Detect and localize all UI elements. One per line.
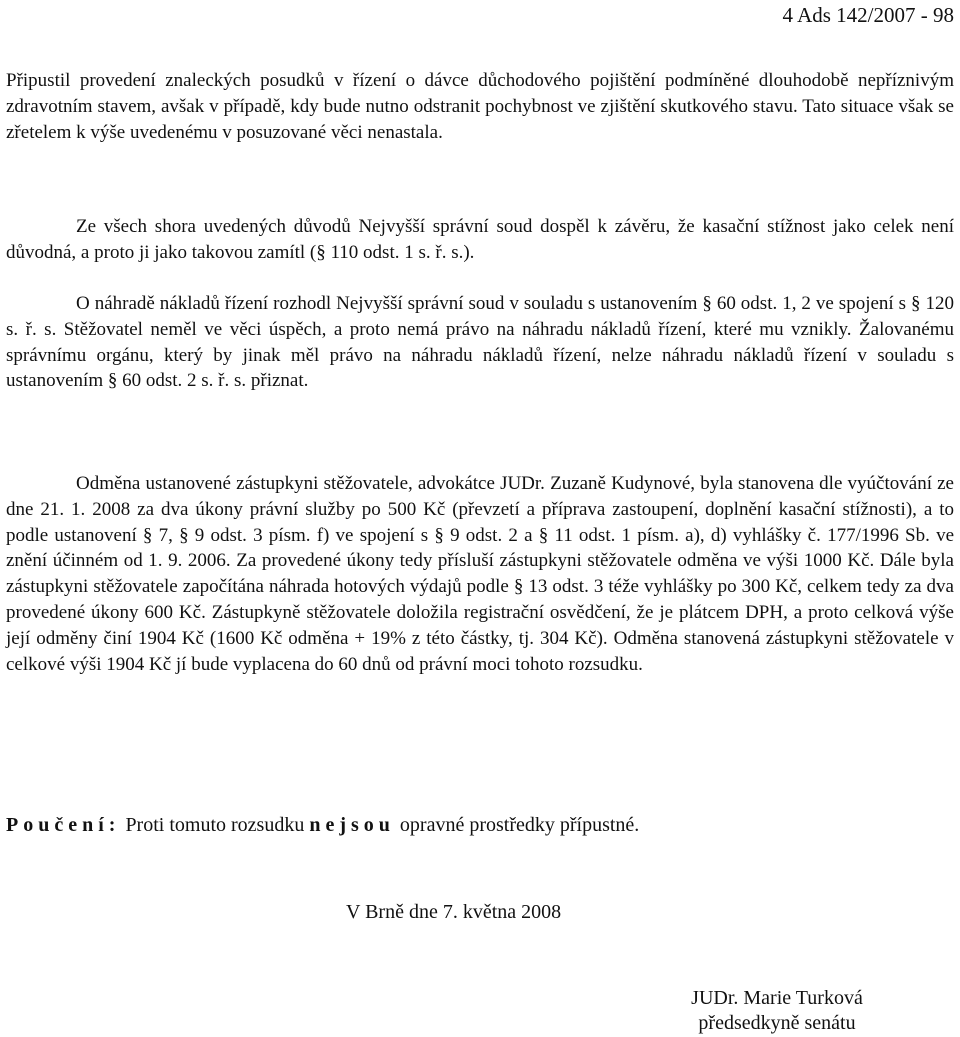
paragraph-dismissal <box>6 214 954 266</box>
instruction-label: Poučení: <box>6 814 121 836</box>
instruction-negation: nejsou <box>309 814 395 836</box>
signature-block <box>672 986 882 1036</box>
paragraph-text: Odměna ustanovené zástupkyni stěžovatele, advokátce JUDr. Zuzaně Kudynové, byla stanovena dle vyúčtování ze dne 21. 1. 2008 za dva úkony právní služby po 500 Kč (převzetí a příprava zastoupení, doplnění kasační stížnosti), a to podle ustanovení § 7, § 9 odst. 3 písm. f) ve spojení s § 9 odst. 2 a § 11 odst. 1 písm. a), d) vyhlášky č. 177/1996 Sb. ve znění účinném od 1. 9. 2006. Za provedené úkony tedy přísluší zástupkyni stěžovatele odměna ve výši 1000 Kč. Dále byla zástupkyni stěžovatele započítána náhrada hotových výdajů podle § 13 odst. 3 téže vyhlášky po 300 Kč, celkem tedy za dva provedené úkony 600 Kč. Zástupkyně stěžovatele doložila registrační osvědčení, že je plátcem DPH, a proto celková výše její odměny činí 1904 Kč (1600 Kč odměna + 19% z této částky, tj. 304 Kč). Odměna stanovená zástupkyni stěžovatele v celkové výši 1904 Kč jí bude vyplacena do 60 dnů od právní moci tohoto rozsudku. <box>6 473 954 675</box>
paragraph-costs <box>6 291 954 394</box>
legal-instruction <box>6 812 639 838</box>
place-and-date: V Brně dne 7. května 2008 <box>346 901 562 923</box>
paragraph-text: Ze všech shora uvedených důvodů Nejvyšší správní soud dospěl k závěru, že kasační stížnost jako celek není důvodná, a proto ji jako takovou zamítl (§ 110 odst. 1 s. ř. s.). <box>6 216 954 263</box>
signatory-role: předsedkyně senátu <box>698 1012 856 1034</box>
paragraph-text: Připustil provedení znaleckých posudků v řízení o dávce důchodového pojištění podmíněné dlouhodobě nepříznivým zdravotním stavem, avšak v případě, kdy bude nutno odstranit pochybnost ve zjištění skutkového stavu. Tato situace však se zřetelem k výše uvedenému v posuzované věci nenastala. <box>6 70 954 143</box>
instruction-text-before: Proti tomuto rozsudku <box>125 814 305 836</box>
case-reference: 4 Ads 142/2007 - 98 <box>782 3 954 27</box>
paragraph-attorney-fee <box>6 471 954 677</box>
signatory-name: JUDr. Marie Turková <box>691 987 863 1009</box>
instruction-text-after: opravné prostředky přípustné. <box>399 814 640 836</box>
paragraph-expert-opinions <box>6 68 954 145</box>
paragraph-text: O náhradě nákladů řízení rozhodl Nejvyšší správní soud v souladu s ustanovením § 60 odst. 1, 2 ve spojení s § 120 s. ř. s. Stěžovatel neměl ve věci úspěch, a proto nemá právo na náhradu nákladů řízení, které mu vznikly. Žalovanému správnímu orgánu, který by jinak měl právo na náhradu nákladů řízení, nelze náhradu nákladů řízení v souladu s ustanovením § 60 odst. 2 s. ř. s. přiznat. <box>6 293 954 392</box>
